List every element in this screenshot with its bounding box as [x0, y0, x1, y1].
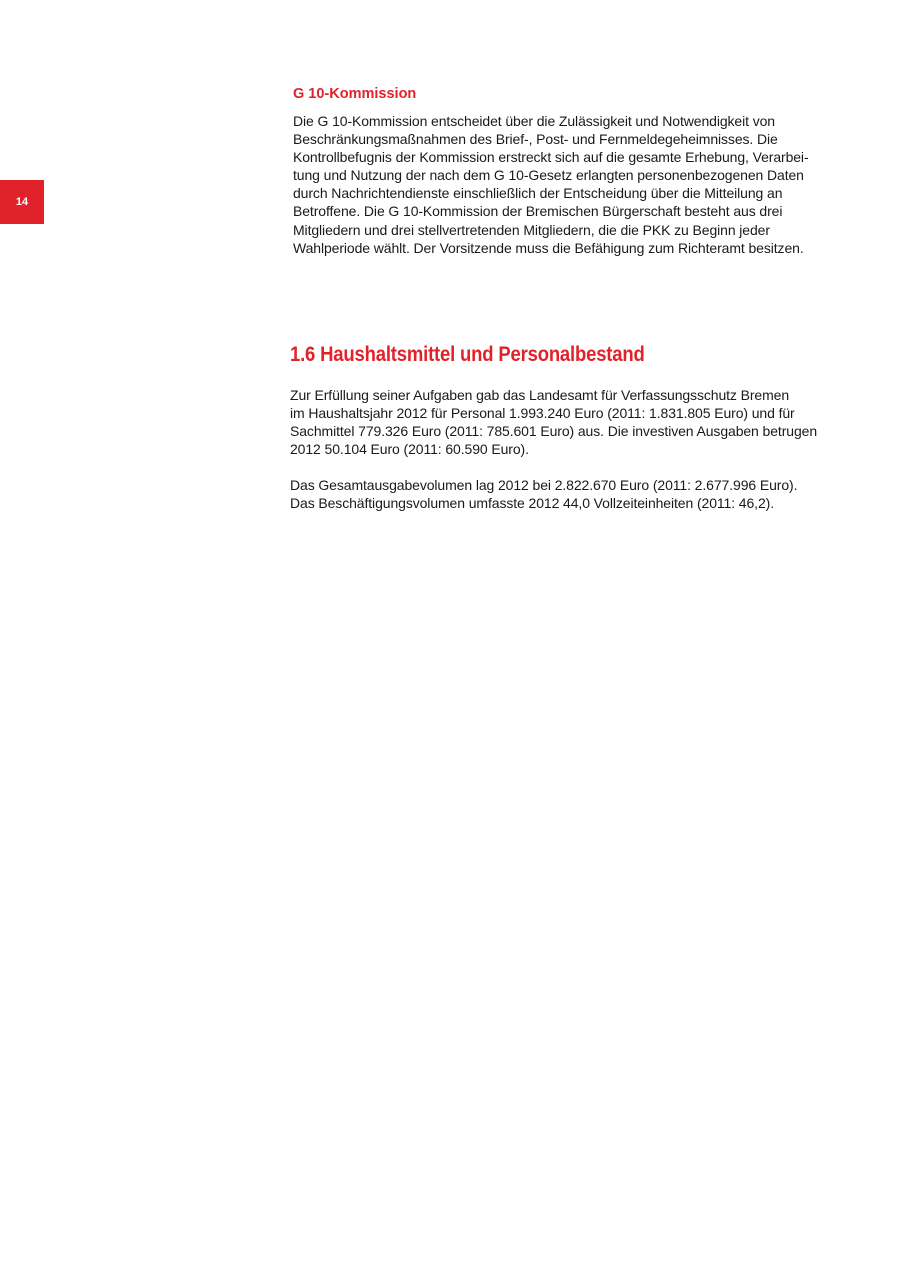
text-line: 2012 50.104 Euro (2011: 60.590 Euro). [290, 441, 529, 458]
page-number: 14 [15, 196, 29, 208]
g10-paragraph [293, 112, 853, 257]
text-line: Zur Erfüllung seiner Aufgaben gab das Landesamt für Verfassungsschutz Bremen [290, 387, 790, 403]
text-line: tung und Nutzung der nach dem G 10-Gesetz erlangten personenbezogenen Daten [293, 167, 804, 184]
budget-paragraph-expenses [290, 386, 860, 458]
text-line: Mitgliedern und drei stellvertretenden Mitgliedern, die die PKK zu Beginn jeder [293, 221, 770, 238]
text-line: Die G 10-Kommission entscheidet über die Zulässigkeit und Notwendigkeit von [293, 113, 775, 129]
page-number-tab [0, 180, 44, 224]
text-line: Das Gesamtausgabevolumen lag 2012 bei 2.822.670 Euro (2011: 2.677.996 Euro). [290, 477, 798, 494]
text-line: durch Nachrichtendienste einschließlich der Entscheidung über die Mitteilung an [293, 185, 783, 202]
text-line: Das Beschäftigungsvolumen umfasste 2012 44,0 Vollzeiteinheiten (2011: 46,2). [290, 495, 775, 512]
budget-paragraph-totals [290, 476, 860, 512]
section-heading: 1.6 Haushaltsmittel und Personalbestand [290, 343, 645, 366]
text-line: Beschränkungsmaßnahmen des Brief-, Post- und Fernmeldegeheimnisses. Die [293, 131, 778, 148]
g10-commission-section [293, 85, 853, 257]
budget-section [290, 340, 860, 513]
text-line: Kontrollbefugnis der Kommission erstreckt sich auf die gesamte Erhebung, Verarbei- [293, 149, 809, 166]
text-line: Betroffene. Die G 10-Kommission der Bremischen Bürgerschaft besteht aus drei [293, 203, 783, 220]
text-line: im Haushaltsjahr 2012 für Personal 1.993.240 Euro (2011: 1.831.805 Euro) und für [290, 405, 795, 422]
text-line: Wahlperiode wählt. Der Vorsitzende muss die Befähigung zum Richteramt besitzen. [293, 239, 804, 256]
text-line: Sachmittel 779.326 Euro (2011: 785.601 Euro) aus. Die investiven Ausgaben betrugen [290, 423, 818, 440]
g10-heading: G 10-Kommission [293, 86, 417, 102]
